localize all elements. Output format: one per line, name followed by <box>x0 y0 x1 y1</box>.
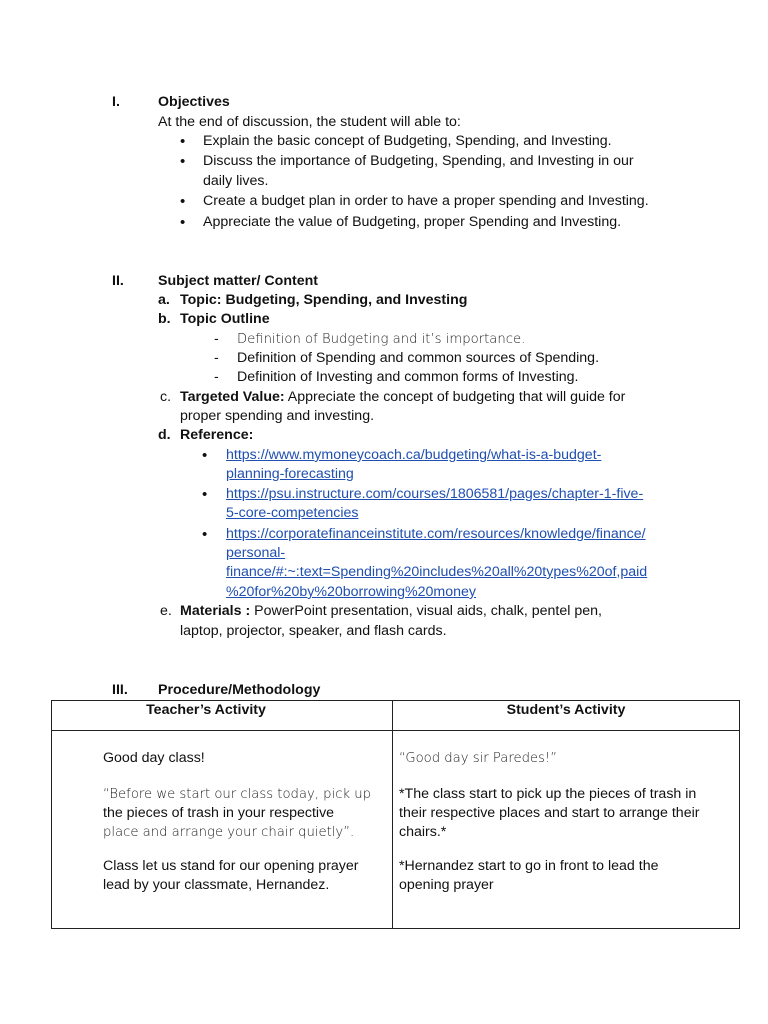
procedure-table <box>51 700 740 929</box>
materials-label: Materials : <box>180 603 251 619</box>
bullet-icon: • <box>180 153 186 170</box>
student-line: opening prayer <box>399 877 494 893</box>
table-header-row <box>52 701 740 731</box>
materials-text-continued: laptop, projector, speaker, and flash cards. <box>180 623 447 639</box>
bullet-icon: • <box>180 214 186 231</box>
student-line: *Hernandez start to go in front to lead the <box>399 858 659 874</box>
dash-marker: - <box>214 369 219 385</box>
outline-item: Definition of Spending and common sources of Spending. <box>237 350 600 366</box>
teacher-activity-cell <box>52 731 393 929</box>
section-3-numeral: III. <box>112 682 128 698</box>
section-2-heading: Subject matter/ Content <box>158 273 319 289</box>
student-activity-header: Student’s Activity <box>506 702 626 718</box>
targeted-value-label: Targeted Value: <box>180 389 285 405</box>
student-line: chairs.* <box>399 824 447 840</box>
reference-link[interactable]: 5-core-competencies <box>226 505 359 521</box>
outline-item: Definition of Investing and common forms of Investing. <box>237 369 579 385</box>
table-header-cell <box>52 701 393 731</box>
topic-title: Topic: Budgeting, Spending, and Investing <box>180 292 468 308</box>
teacher-line: the pieces of trash in your respective <box>103 805 335 821</box>
section-2-numeral: II. <box>112 273 124 289</box>
reference-link[interactable]: https://www.mymoneycoach.ca/budgeting/what-is-a-budget- <box>226 447 602 463</box>
student-activity-cell <box>393 731 740 929</box>
bullet-icon: • <box>202 526 208 543</box>
teacher-activity-header: Teacher’s Activity <box>146 702 266 718</box>
bullet-icon: • <box>202 486 208 503</box>
outline-heading: Topic Outline <box>180 311 270 327</box>
materials-text: PowerPoint presentation, visual aids, chalk, pentel pen, <box>254 603 602 619</box>
materials <box>180 602 602 622</box>
reference-marker: d. <box>158 427 171 443</box>
table-row <box>52 731 740 929</box>
teacher-line: place and arrange your chair quietly”. <box>103 825 355 840</box>
objective-item: Discuss the importance of Budgeting, Spending, and Investing in our <box>203 153 634 169</box>
reference-link[interactable]: planning-forecasting <box>226 466 354 482</box>
section-1-heading: Objectives <box>158 94 230 110</box>
value-marker: c. <box>160 389 172 405</box>
bullet-icon: • <box>180 133 186 150</box>
student-line: their respective places and start to arrange their <box>399 805 700 821</box>
targeted-value-text: Appreciate the concept of budgeting that will guide for <box>287 389 626 405</box>
dash-marker: - <box>214 350 219 366</box>
student-line: *The class start to pick up the pieces of trash in <box>399 786 697 802</box>
dash-marker: - <box>214 331 219 347</box>
bullet-icon: • <box>202 447 208 464</box>
reference-link[interactable]: personal- <box>226 545 286 561</box>
objective-item-continued: daily lives. <box>203 173 269 189</box>
targeted-value-text-continued: proper spending and investing. <box>180 408 375 424</box>
reference-link[interactable]: finance/#:~:text=Spending%20includes%20all%20types%20of,paid <box>226 564 648 580</box>
teacher-line: “Before we start our class today, pick up <box>103 787 372 802</box>
teacher-line: lead by your classmate, Hernandez. <box>103 877 330 893</box>
section-1-numeral: I. <box>112 94 120 110</box>
outline-item: Definition of Budgeting and it’s importance. <box>237 332 526 347</box>
reference-link[interactable]: https://corporatefinanceinstitute.com/resources/knowledge/finance/ <box>226 526 646 542</box>
objective-item: Explain the basic concept of Budgeting, Spending, and Investing. <box>203 133 612 149</box>
materials-marker: e. <box>160 603 172 619</box>
topic-marker: a. <box>158 292 170 308</box>
objective-item: Create a budget plan in order to have a proper spending and Investing. <box>203 193 649 209</box>
teacher-line: Class let us stand for our opening prayer <box>103 858 359 874</box>
objective-item: Appreciate the value of Budgeting, proper Spending and Investing. <box>203 214 622 230</box>
outline-marker: b. <box>158 311 171 327</box>
section-3-heading: Procedure/Methodology <box>158 682 321 698</box>
teacher-line: Good day class! <box>103 750 205 766</box>
reference-heading: Reference: <box>180 427 254 443</box>
student-line: “Good day sir Paredes!” <box>399 751 558 766</box>
reference-link[interactable]: %20for%20by%20borrowing%20money <box>226 584 477 600</box>
table-header-cell <box>393 701 740 731</box>
targeted-value <box>180 388 625 408</box>
objectives-intro: At the end of discussion, the student will able to: <box>158 114 461 130</box>
bullet-icon: • <box>180 193 186 210</box>
reference-link[interactable]: https://psu.instructure.com/courses/1806581/pages/chapter-1-five- <box>226 486 644 502</box>
